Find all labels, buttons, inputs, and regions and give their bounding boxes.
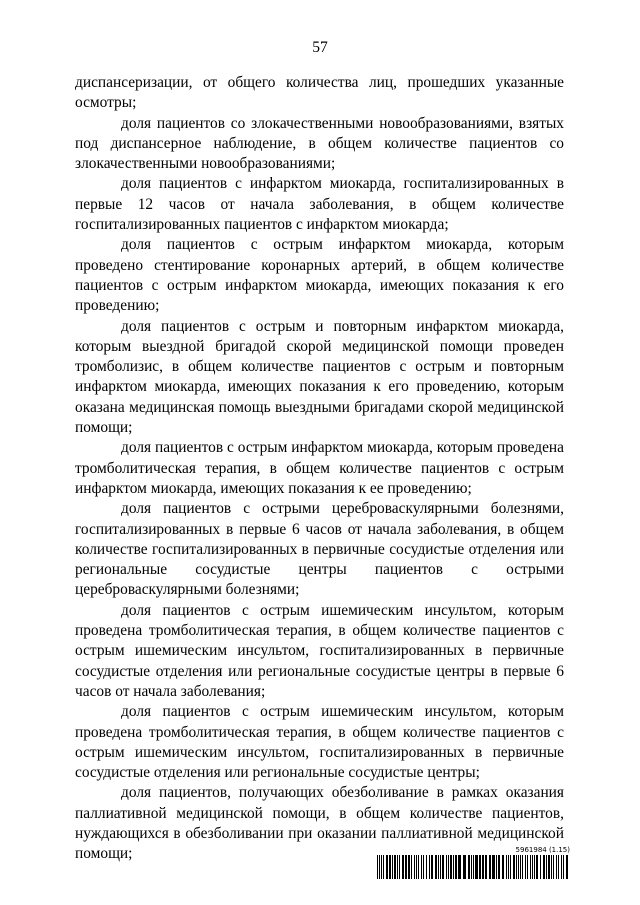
barcode-block bbox=[377, 846, 570, 880]
barcode-icon bbox=[377, 855, 570, 879]
paragraph: доля пациентов, получающих обезболивание в рамках оказания паллиативной медицинской помощи, в общем количестве пациентов, нуждающихся в обезболивании при оказании паллиативной медицинской помощи; bbox=[75, 784, 564, 863]
paragraph: доля пациентов с острыми цереброваскулярными болезнями, госпитализированных в первые 6 часов от начала заболевания, в общем количестве госпитализированных в первичные сосудистые отделения или региональные сосудистые центры пациентов с острыми цереброваскулярными болезнями; bbox=[75, 500, 564, 599]
paragraph: доля пациентов с острым инфарктом миокарда, которым проведено стентирование коронарных артерий, в общем количестве пациентов с острым инфарктом миокарда, имеющих показания к его проведению; bbox=[75, 236, 564, 315]
paragraph: доля пациентов со злокачественными новообразованиями, взятых под диспансерное наблюдение, в общем количестве пациентов со злокачественными новообразованиями; bbox=[75, 114, 564, 173]
paragraph: доля пациентов с острым инфарктом миокарда, которым проведена тромболитическая терапия, в общем количестве пациентов с острым инфарктом миокарда, имеющих показания к ее проведению; bbox=[75, 439, 564, 497]
page-number: 57 bbox=[312, 39, 328, 56]
document-body bbox=[75, 73, 564, 865]
paragraph: доля пациентов с острым ишемическим инсультом, которым проведена тромболитическая терапия, в общем количестве пациентов с острым ишемическим инсультом, госпитализированных в первичные сосудистые отделения или региональные сосудистые центры; bbox=[75, 703, 564, 782]
barcode-caption: 5961984 (1.15) bbox=[515, 846, 570, 854]
paragraph: доля пациентов с инфарктом миокарда, госпитализированных в первые 12 часов от начала заболевания, в общем количестве госпитализированных пациентов с инфарктом миокарда; bbox=[75, 175, 564, 234]
paragraph: доля пациентов с острым ишемическим инсультом, которым проведена тромболитическая терапия, в общем количестве пациентов с острым ишемическим инсультом, госпитализированных в первичные сосудистые отделения или региональные сосудистые центры в первые 6 часов от начала заболевания; bbox=[75, 601, 564, 700]
paragraph: доля пациентов с острым и повторным инфарктом миокарда, которым выездной бригадой скорой медицинской помощи проведен тромболизис, в общем количестве пациентов с острым и повторным инфарктом миокарда, имеющих показания к его проведению, которым оказана медицинская помощь выездными бригадами скорой медицинской помощи; bbox=[75, 317, 564, 437]
paragraph: диспансеризации, от общего количества лиц, прошедших указанные осмотры; bbox=[75, 74, 564, 112]
